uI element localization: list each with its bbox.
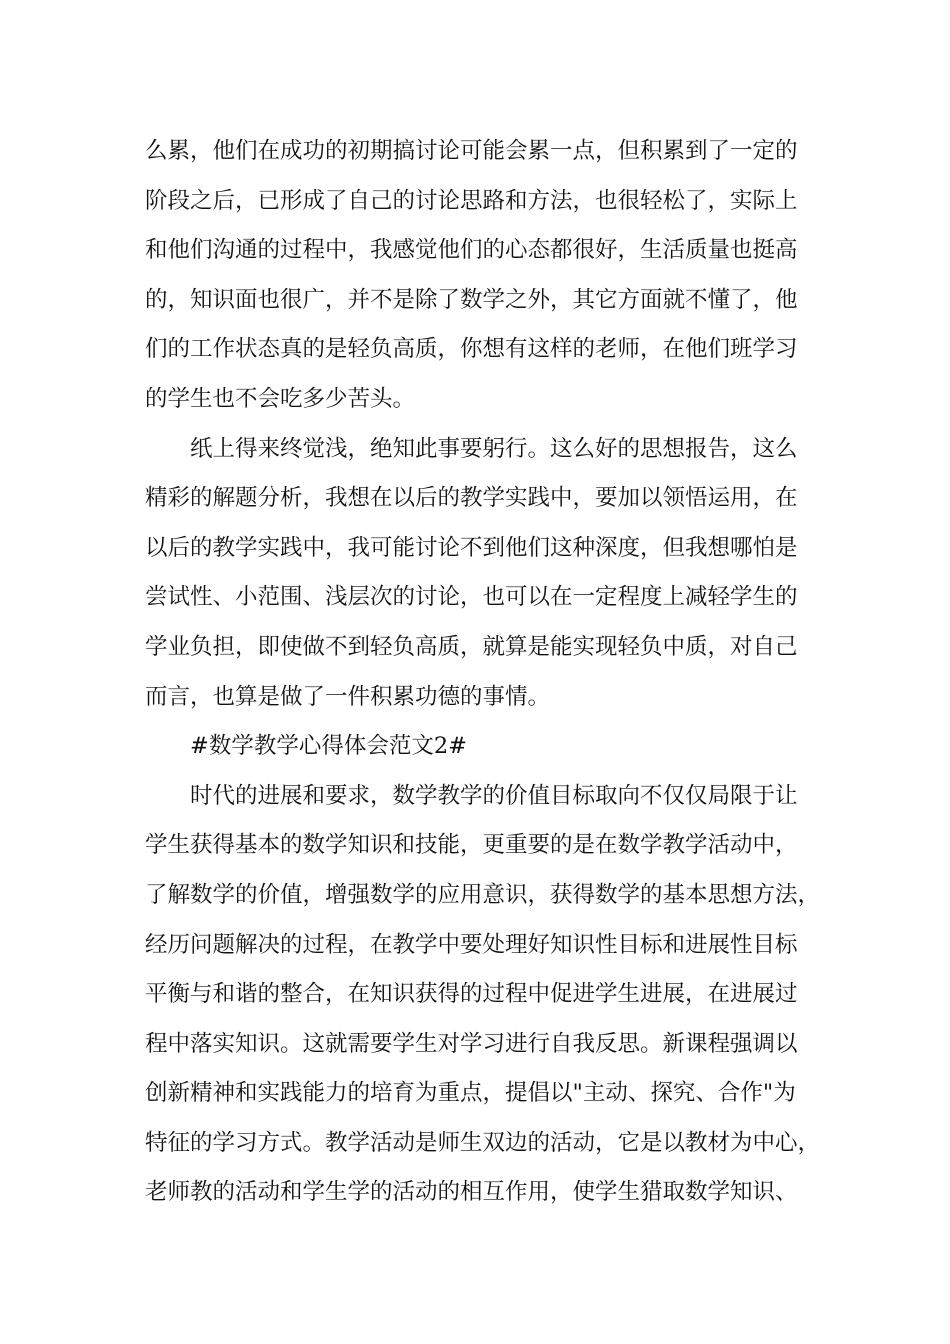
section-heading	[145, 722, 835, 772]
text-line: 么累，他们在成功的初期搞讨论可能会累一点，但积累到了一定的	[145, 138, 798, 164]
text-line: 尝试性、小范围、浅层次的讨论，也可以在一定程度上减轻学生的	[145, 584, 798, 611]
text-line: 的，知识面也很广，并不是除了数学之外，其它方面就不懂了，他	[145, 286, 798, 313]
paragraph	[145, 127, 835, 425]
text-line: 和他们沟通的过程中，我感觉他们的心态都很好，生活质量也挺高	[145, 237, 798, 264]
paragraph	[145, 772, 835, 1218]
paragraph	[145, 425, 835, 723]
text-line: 阶段之后，已形成了自己的讨论思路和方法，也很轻松了，实际上	[145, 187, 798, 214]
text-line: 学生获得基本的数学知识和技能，更重要的是在数学教学活动中，	[145, 832, 798, 859]
text-line: 创新精神和实践能力的培育为重点，提倡以"主动、探究、合作"为	[145, 1080, 796, 1107]
text-line: 老师教的活动和学生学的活动的相互作用，使学生猎取数学知识、	[145, 1179, 798, 1206]
text-line: 了解数学的价值，增强数学的应用意识，获得数学的基本思想方法，	[145, 881, 821, 908]
text-line: 而言，也算是做了一件积累功德的事情。	[145, 683, 551, 710]
text-line: 以后的教学实践中，我可能讨论不到他们这种深度，但我想哪怕是	[145, 534, 798, 561]
text-line: 时代的进展和要求，数学教学的价值目标取向不仅仅局限于让	[190, 782, 798, 809]
text-line: 经历问题解决的过程，在教学中要处理好知识性目标和进展性目标	[145, 931, 798, 958]
text-line: 学业负担，即使做不到轻负高质，就算是能实现轻负中质，对自己	[145, 633, 798, 660]
text-line: 纸上得来终觉浅，绝知此事要躬行。这么好的思想报告，这么	[190, 435, 798, 462]
text-line: 特征的学习方式。教学活动是师生双边的活动，它是以教材为中心，	[145, 1129, 821, 1156]
heading-text: #数学教学心得体会范文2#	[190, 733, 468, 760]
text-line: 平衡与和谐的整合，在知识获得的过程中促进学生进展，在进展过	[145, 981, 798, 1008]
text-line: 精彩的解题分析，我想在以后的教学实践中，要加以领悟运用，在	[145, 485, 798, 512]
document-body	[145, 127, 835, 1218]
text-line: 们的工作状态真的是轻负高质，你想有这样的老师，在他们班学习	[145, 336, 798, 363]
text-line: 程中落实知识。这就需要学生对学习进行自我反思。新课程强调以	[145, 1030, 798, 1057]
text-line: 的学生也不会吃多少苦头。	[145, 385, 416, 412]
